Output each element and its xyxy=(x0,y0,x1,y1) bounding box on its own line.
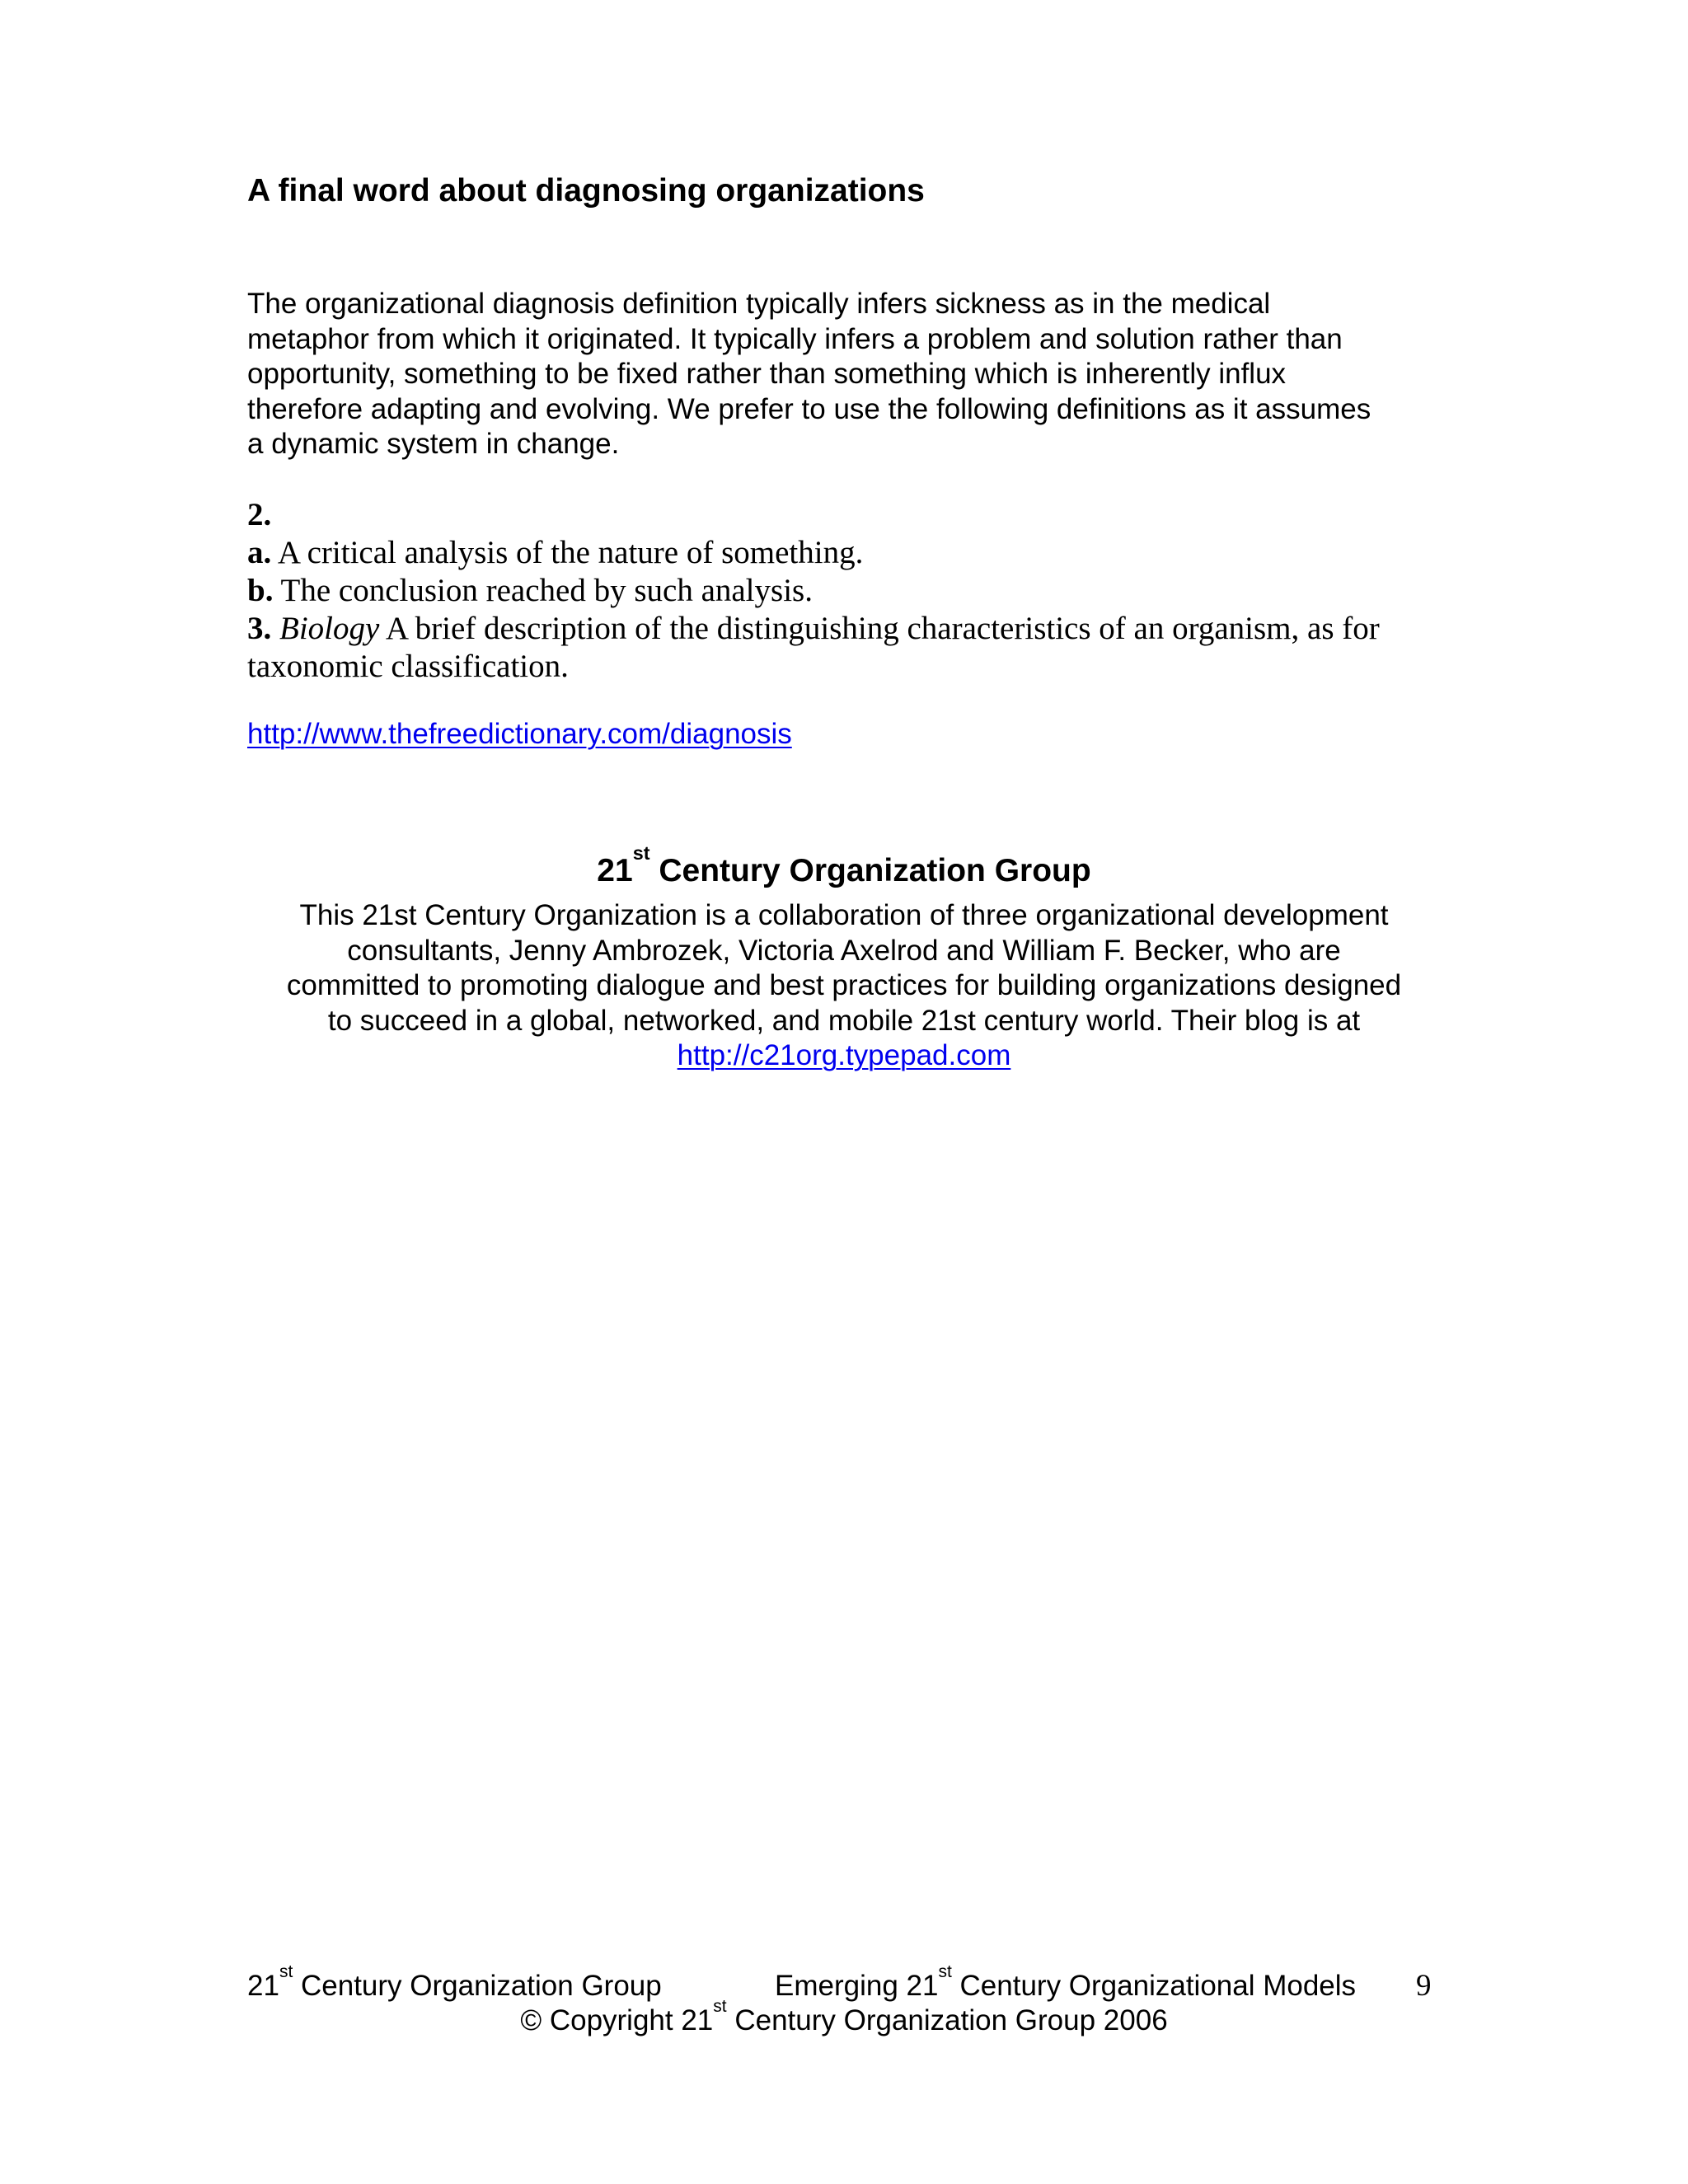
footer-org-number: 21 xyxy=(247,1970,279,2002)
definition-label: b. xyxy=(247,573,274,608)
copyright-pre: © Copyright 21 xyxy=(520,2004,714,2036)
definition-3-continued: taxonomic classification. xyxy=(247,649,569,684)
definition-text: A critical analysis of the nature of something. xyxy=(271,535,864,570)
definition-label: 2. xyxy=(247,497,272,532)
blog-link[interactable]: http://c21org.typepad.com xyxy=(677,1039,1011,1071)
intro-paragraph xyxy=(247,287,1451,462)
intro-line: a dynamic system in change. xyxy=(247,428,620,460)
blog-link-line xyxy=(0,1038,1688,1074)
footer-title-text: Century Organizational Models xyxy=(951,1970,1357,2002)
intro-line: opportunity, something to be fixed rather than something which is inherently influx xyxy=(247,358,1287,390)
definition-text: The conclusion reached by such analysis. xyxy=(273,573,813,608)
footer-title-pre: Emerging 21 xyxy=(775,1970,939,2002)
group-description xyxy=(0,898,1688,1074)
definition-term: Biology xyxy=(279,611,380,646)
footer-title-superscript: st xyxy=(938,1961,952,1981)
definition-label: 3. xyxy=(247,611,272,646)
definition-number-2 xyxy=(247,496,1451,534)
definition-a xyxy=(247,534,1451,572)
group-description-line: to succeed in a global, networked, and mobile 21st century world. Their blog is at xyxy=(327,1004,1361,1037)
intro-line: therefore adapting and evolving. We prefer to use the following definitions as it assumes xyxy=(247,392,1372,425)
definition-b xyxy=(247,572,1451,610)
footer-org-superscript: st xyxy=(279,1961,293,1981)
page-number: 9 xyxy=(1416,1969,1432,2003)
dictionary-link-container xyxy=(247,717,792,752)
group-description-line: This 21st Century Organization is a collaboration of three organizational development xyxy=(299,899,1389,931)
intro-line: metaphor from which it originated. It typically infers a problem and solution rather than xyxy=(247,322,1343,355)
group-description-line: committed to promoting dialogue and best practices for building organizations designed xyxy=(286,969,1402,1001)
footer-document-title xyxy=(775,1961,1357,2004)
group-title xyxy=(0,841,1688,892)
group-description-line: consultants, Jenny Ambrozek, Victoria Axelrod and William F. Becker, who are xyxy=(347,934,1341,967)
group-title-number: 21 xyxy=(597,853,633,888)
group-title-superscript: st xyxy=(632,841,650,864)
definition-3 xyxy=(247,610,1451,648)
intro-line: The organizational diagnosis definition typically infers sickness as in the medical xyxy=(247,288,1271,320)
page-footer xyxy=(247,1961,1434,2004)
definition-label: a. xyxy=(247,535,272,570)
copyright-text: Century Organization Group 2006 xyxy=(726,2004,1168,2036)
section-heading: A final word about diagnosing organizations xyxy=(247,173,925,209)
footer-organization xyxy=(247,1961,662,2004)
footer-row xyxy=(247,1961,1434,2004)
copyright-superscript: st xyxy=(713,1996,727,2016)
group-title-text: Century Organization Group xyxy=(649,853,1091,888)
definition-text: A brief description of the distinguishing characteristics of an organism, as for xyxy=(379,611,1380,646)
footer-org-text: Century Organization Group xyxy=(293,1970,662,2002)
definitions-block xyxy=(247,496,1451,686)
dictionary-link[interactable]: http://www.thefreedictionary.com/diagnosis xyxy=(247,718,792,750)
footer-copyright xyxy=(0,1996,1688,2038)
